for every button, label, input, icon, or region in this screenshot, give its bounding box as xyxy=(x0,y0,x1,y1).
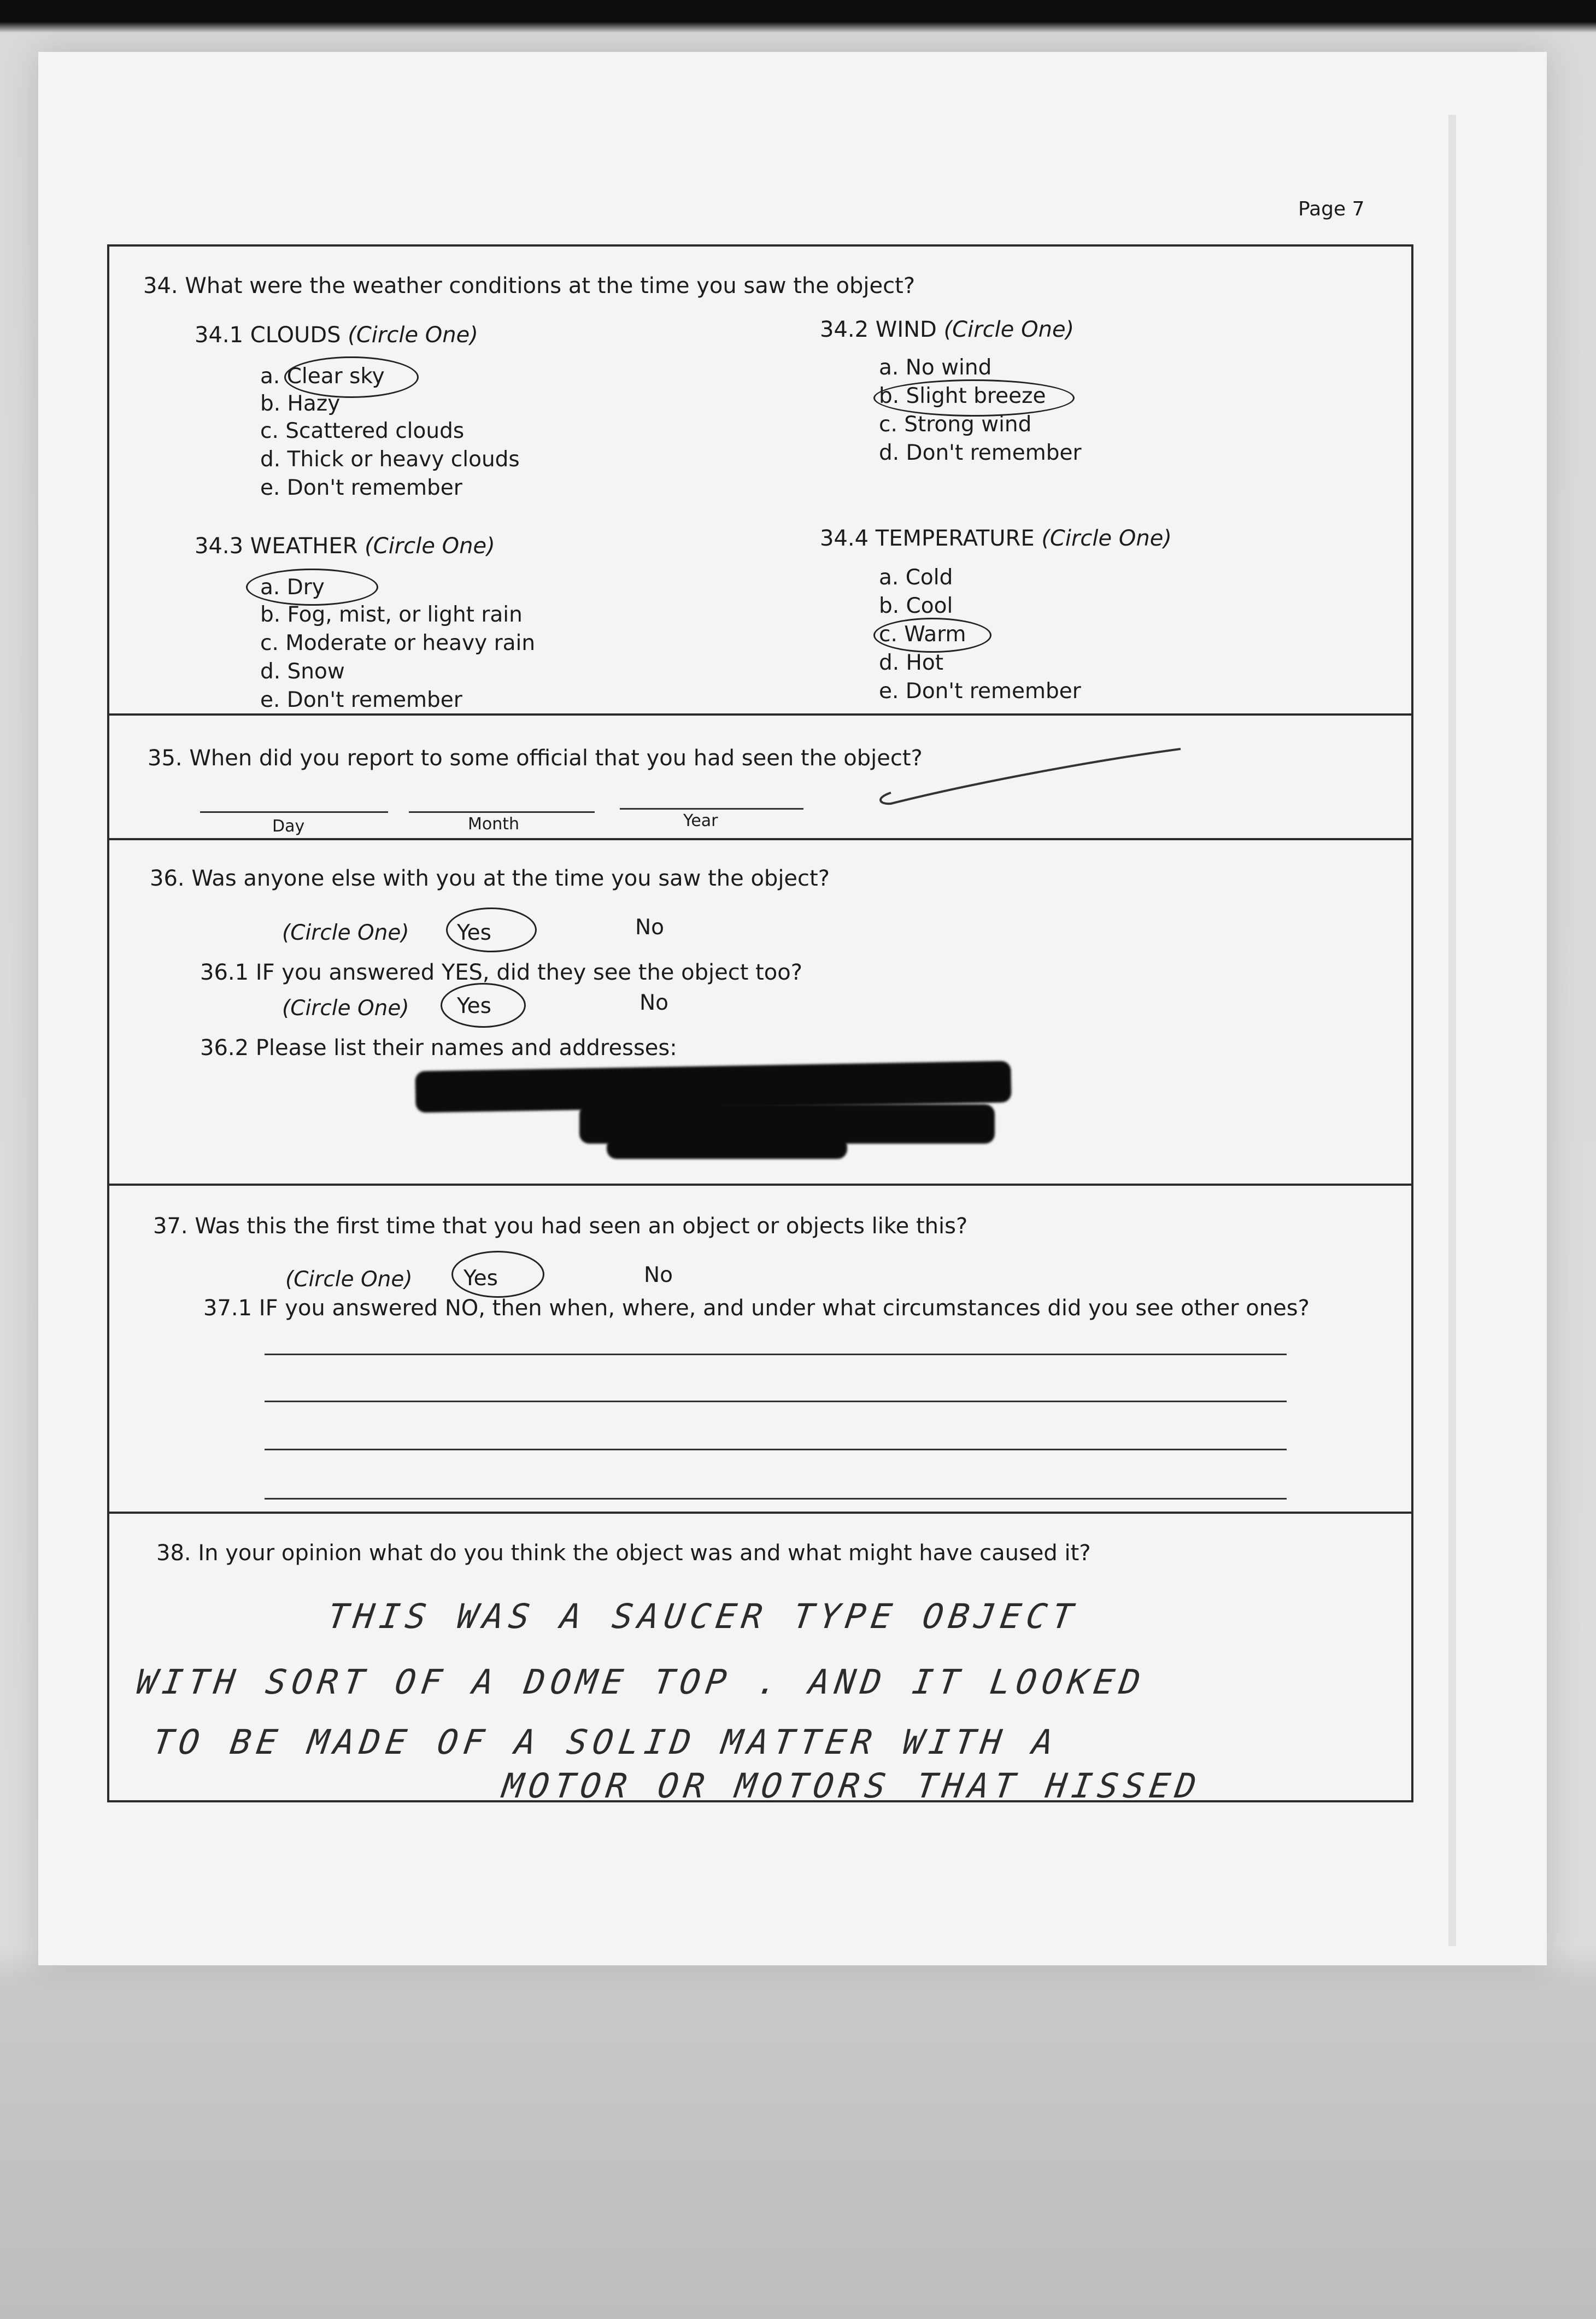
year-label: Year xyxy=(683,811,718,830)
handwritten-answer-line: THIS WAS A SAUCER TYPE OBJECT xyxy=(325,1596,1081,1636)
yes-option[interactable]: Yes xyxy=(457,994,491,1018)
divider-36 xyxy=(107,838,1413,840)
wind-option-c[interactable]: c. Strong wind xyxy=(879,412,1032,437)
temperature-option-d[interactable]: d. Hot xyxy=(879,651,944,675)
day-label: Day xyxy=(272,817,305,836)
weather-option-b[interactable]: b. Fog, mist, or light rain xyxy=(260,602,523,627)
answer-line[interactable] xyxy=(265,1498,1287,1500)
temperature-heading: 34.4 TEMPERATURE (Circle One) xyxy=(820,526,1172,551)
year-field[interactable] xyxy=(620,808,803,810)
question-36-1: 36.1 IF you answered YES, did they see the object too? xyxy=(200,960,802,985)
redaction-bar xyxy=(607,1137,847,1159)
yes-option[interactable]: Yes xyxy=(463,1266,498,1291)
temperature-option-b[interactable]: b. Cool xyxy=(879,594,953,618)
answer-circle xyxy=(451,1251,544,1298)
clouds-option-e[interactable]: e. Don't remember xyxy=(260,476,462,500)
divider-35 xyxy=(107,713,1413,716)
answer-circle xyxy=(441,983,526,1028)
yes-option[interactable]: Yes xyxy=(457,921,491,945)
wind-option-d[interactable]: d. Don't remember xyxy=(879,441,1082,465)
weather-option-d[interactable]: d. Snow xyxy=(260,659,345,684)
clouds-option-a[interactable]: a. Clear sky xyxy=(260,364,385,389)
temperature-option-a[interactable]: a. Cold xyxy=(879,565,953,590)
day-field[interactable] xyxy=(200,811,388,813)
question-36: 36. Was anyone else with you at the time you saw the object? xyxy=(150,866,830,891)
paper-edge xyxy=(1448,115,1456,1946)
handwritten-answer-line: TO BE MADE OF A SOLID MATTER WITH A xyxy=(150,1722,1061,1762)
page-number: Page 7 xyxy=(1298,198,1365,220)
no-option[interactable]: No xyxy=(639,991,669,1015)
month-field[interactable] xyxy=(409,811,595,813)
circle-one-hint: (Circle One) xyxy=(282,921,409,945)
temperature-option-e[interactable]: e. Don't remember xyxy=(879,679,1081,704)
wind-heading: 34.2 WIND (Circle One) xyxy=(820,317,1075,342)
temperature-option-c[interactable]: c. Warm xyxy=(879,622,966,647)
divider-37 xyxy=(107,1184,1413,1186)
handwritten-answer-line: WITH SORT OF A DOME TOP . AND IT LOOKED xyxy=(133,1662,1148,1702)
answer-line[interactable] xyxy=(265,1401,1287,1402)
divider-38 xyxy=(107,1512,1413,1514)
question-36-2: 36.2 Please list their names and addresses: xyxy=(200,1035,677,1061)
clouds-heading: 34.1 CLOUDS (Circle One) xyxy=(195,323,478,348)
no-option[interactable]: No xyxy=(635,915,665,940)
answer-circle xyxy=(873,618,991,653)
wind-option-a[interactable]: a. No wind xyxy=(879,355,992,380)
circle-one-hint: (Circle One) xyxy=(282,996,409,1021)
clouds-option-b[interactable]: b. Hazy xyxy=(260,391,341,416)
month-label: Month xyxy=(468,815,520,834)
answer-circle xyxy=(873,379,1075,417)
weather-option-c[interactable]: c. Moderate or heavy rain xyxy=(260,631,536,655)
answer-line[interactable] xyxy=(265,1449,1287,1450)
weather-heading: 34.3 WEATHER (Circle One) xyxy=(195,534,495,559)
question-37-1: 37.1 IF you answered NO, then when, where, and under what circumstances did you see other ones? xyxy=(203,1296,1310,1321)
question-37: 37. Was this the first time that you had seen an object or objects like this? xyxy=(153,1214,968,1239)
question-34: 34. What were the weather conditions at the time you saw the object? xyxy=(143,273,916,298)
circle-one-hint: (Circle One) xyxy=(285,1267,413,1292)
pen-stroke xyxy=(869,743,1186,809)
weather-option-a[interactable]: a. Dry xyxy=(260,575,325,600)
clouds-option-c[interactable]: c. Scattered clouds xyxy=(260,419,465,443)
no-option[interactable]: No xyxy=(644,1263,673,1287)
question-35: 35. When did you report to some official that you had seen the object? xyxy=(148,746,923,771)
answer-circle xyxy=(446,907,537,952)
wind-option-b[interactable]: b. Slight breeze xyxy=(879,384,1046,408)
answer-circle xyxy=(246,569,378,606)
weather-option-e[interactable]: e. Don't remember xyxy=(260,688,462,712)
clouds-option-d[interactable]: d. Thick or heavy clouds xyxy=(260,447,520,472)
question-38: 38. In your opinion what do you think the object was and what might have caused it? xyxy=(156,1541,1091,1566)
answer-line[interactable] xyxy=(265,1354,1287,1355)
handwritten-answer-line: MOTOR OR MOTORS THAT HISSED xyxy=(500,1766,1204,1806)
